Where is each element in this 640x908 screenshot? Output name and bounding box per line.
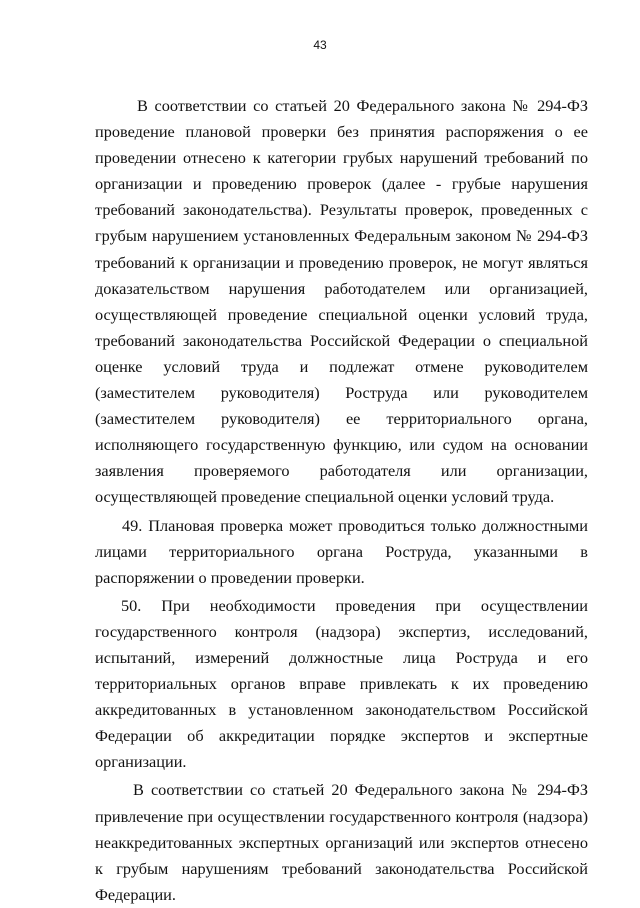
paragraph-50: 50. При необходимости проведения при осуществлении государственного контроля (надзора) экспертиз, исследований, испытаний, измерений должностные лица Роструда и его территориальных органов вправе привлекать к их проведению аккредитованных в установленном законодательством Российской Федерации об аккредитации порядке экспертов и экспертные организации. (95, 595, 588, 772)
page-number: 43 (313, 38, 327, 52)
paragraph-non-accredited-experts: В соответствии со статьей 20 Федерального закона № 294-ФЗ привлечение при осуществлении государственного контроля (надзора) неаккредитованных экспертных организаций или экспертов отнесено к грубым нарушениям требований законодательства Российской Федерации. (95, 780, 588, 904)
paragraph-gross-violations: В соответствии со статьей 20 Федерального закона № 294-ФЗ проведение плановой проверки без принятия распоряжения о ее проведении отнесено к категории грубых нарушений требований по организации и проведению проверок (далее - грубые нарушения требований законодательства). Результаты проверок, проведенных с грубым нарушением установленных Федеральным законом № 294-ФЗ требований к организации и проведению проверок, не могут являться доказательством нарушения работодателем или организацией, осуществляющей проведение специальной оценки условий труда, требований законодательства Российской Федерации о специальной оценке условий труда и подлежат отмене руководителем (заместителем руководителя) Роструда или руководителем (заместителем руководителя) ее территориального органа, исполняющего государственную функцию, или судом на основании заявления проверяемого работодателя или организации, осуществляющей проведение специальной оценки условий труда. (95, 96, 588, 507)
document-body (95, 93, 588, 908)
paragraph-49: 49. Плановая проверка может проводиться только должностными лицами территориального органа Роструда, указанными в распоряжении о проведении проверки. (95, 515, 588, 587)
